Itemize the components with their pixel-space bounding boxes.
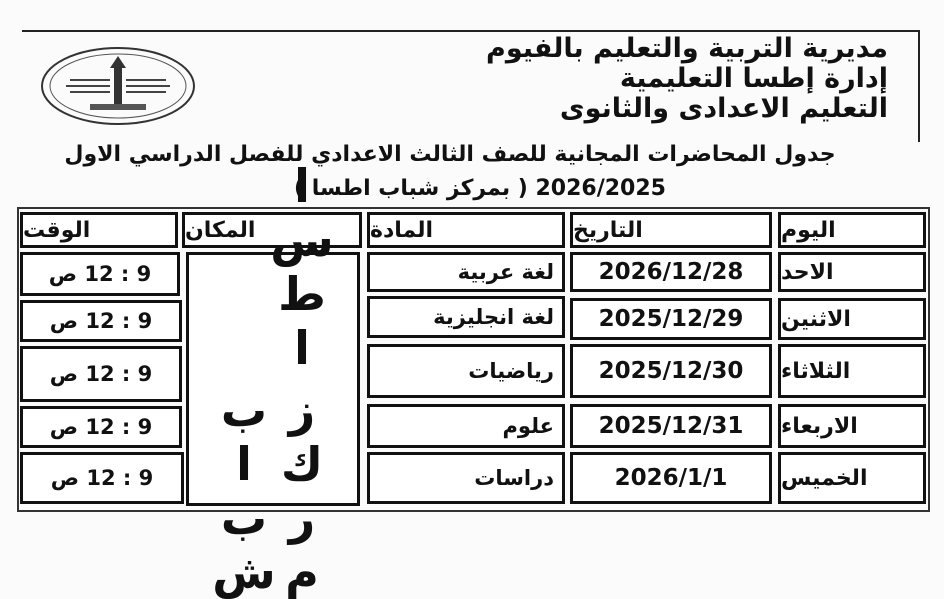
row-4-time: 9 : 12 ص <box>20 406 182 448</box>
row-5-subject: دراسات <box>367 452 565 504</box>
header-place: المكان <box>182 212 362 248</box>
header-text <box>328 34 888 124</box>
row-3-time: 9 : 12 ص <box>20 346 182 402</box>
header-line-3: التعليم الاعدادى والثانوى <box>559 93 888 124</box>
header-day: اليوم <box>778 212 926 248</box>
place-line-1: مركز شباب <box>217 383 329 599</box>
place-text <box>215 159 331 599</box>
row-2-date: 2025/12/29 <box>570 298 772 340</box>
row-4-date: 2025/12/31 <box>570 404 772 448</box>
schedule-subtitle: 2026/2025 ( بمركز شباب اطسا ) <box>294 176 666 201</box>
row-1-subject: لغة عربية <box>367 252 565 292</box>
row-2-time: 9 : 12 ص <box>20 300 182 342</box>
row-5-time: 9 : 12 ص <box>20 452 184 504</box>
row-4-subject: علوم <box>367 404 565 448</box>
header-line-1: مديرية التربية والتعليم بالفيوم <box>486 33 888 64</box>
row-2-subject: لغة انجليزية <box>367 296 565 338</box>
row-3-subject: رياضيات <box>367 344 565 398</box>
row-2-day: الاثنين <box>778 298 926 340</box>
header-date: التاريخ <box>570 212 772 248</box>
schedule-title: جدول المحاضرات المجانية للصف الثالث الاعدادي للفصل الدراسي الاول <box>64 142 836 167</box>
row-3-day: الثلاثاء <box>778 344 926 398</box>
row-4-day: الاربعاء <box>778 404 926 448</box>
ministry-logo <box>40 46 196 126</box>
row-5-date: 2026/1/1 <box>570 452 772 504</box>
header-subject: المادة <box>367 212 565 248</box>
row-3-date: 2025/12/30 <box>570 344 772 398</box>
row-5-day: الخميس <box>778 452 926 504</box>
place-line-2: اطسا <box>275 159 329 375</box>
row-1-day: الاحد <box>778 252 926 292</box>
row-1-date: 2026/12/28 <box>570 252 772 292</box>
header-line-2: إدارة إطسا التعليمية <box>619 63 888 94</box>
header-time: الوقت <box>20 212 178 248</box>
row-1-time: 9 : 12 ص <box>20 252 180 296</box>
